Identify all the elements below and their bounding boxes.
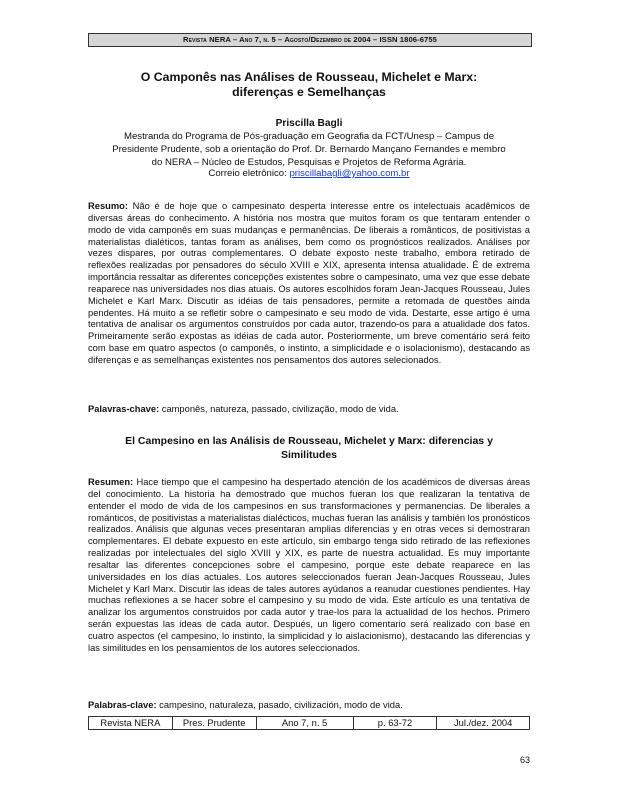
spanish-title <box>88 435 530 462</box>
author-name: Priscilla Bagli <box>275 118 343 129</box>
spanish-title-line-2: Similitudes <box>280 448 337 461</box>
resumen-text: Hace tiempo que el campesino ha despertado atención de los académicos de diversas áreas del conocimiento. La historia ha demostrado que muchos fueran los que realizaran la tentativa de entender el modo de vida de los campesinos en sus transformaciones y permanencias. De liberales a románticos, de positivistas a materialistas dialécticos, muchas fueran las análisis y también los pronósticos realizados. Análisis que algunas veces presentaran amplias diferencias y en otras veces si demostraran complementares. El debate expuesto en este artículo, sin embargo tenga sido retirado de las reflexiones realizadas por intelectuales del siglo XVIII y XIX, es parte de nuestra actualidad. Es muy importante resaltar las diferentes concepciones sobre el campesino, porque este debate reaparece en las universidades en los días actuales. Los autores seleccionados fueran Jean-Jacques Rousseau, Jules Michelet y Karl Marx. Discutir las ideas de tales autores ayúdanos a reanudar cuestiones pendientes. Hay muchas reflexiones a se hacer sobre el campesino y su modo de vida. Este artículo es una tentativa de analizar los argumentos construidos por cada autor y trae-los para la actualidad de los hechos. Primero serán expuestas las ideas de cada autor. Después, un ligero comentario será realizado con base en cuatro aspectos (el campesino, lo instinto, la simplicidad y lo aislacionismo), destacando las diferencias y las similitudes en los pensamientos de los autores seleccionados. <box>88 477 530 653</box>
palabras-clave-text: campesino, naturaleza, pasado, civilización, modo de vida. <box>156 700 403 710</box>
palabras-clave-label: Palabras-clave: <box>88 700 157 710</box>
running-header: Revista NERA – Ano 7, n. 5 – Agosto/Dezembro de 2004 – ISSN 1806-6755 <box>88 33 532 47</box>
article-title-line-2: diferenças e Semelhanças <box>232 85 386 99</box>
citation-place: Pres. Prudente <box>172 717 256 730</box>
page-number: 63 <box>519 755 530 765</box>
palavras-chave-text: camponês, natureza, passado, civilização, modo de vida. <box>159 404 399 414</box>
email-link[interactable]: priscillabagli@yahoo.com.br <box>289 168 410 179</box>
spanish-title-line-1: El Campesino en las Análisis de Rousseau, Michelet y Marx: diferencias y <box>125 435 493 447</box>
citation-date: Jul./dez. 2004 <box>437 717 530 730</box>
article-title <box>100 70 518 100</box>
email-label: Correio eletrônico: <box>208 168 290 179</box>
author-affiliation: Mestranda do Programa de Pós-graduação em Geografia da FCT/Unesp – Campus de Presidente Prudente, sob a orientação do Prof. Dr. Bernardo Mançano Fernandes e membro do NERA – Núcleo de Estudos, Pesquisas e Projetos de Reforma Agrária. <box>112 131 506 168</box>
keywords-spanish <box>88 700 530 712</box>
citation-pages: p. 63-72 <box>353 717 437 730</box>
resumen-label: Resumen: <box>88 477 134 487</box>
citation-row <box>89 717 530 730</box>
citation-volume: Ano 7, n. 5 <box>256 717 353 730</box>
email-line <box>100 167 518 180</box>
resumo-text: Não é de hoje que o campesinato desperta interesse entre os intelectuais acadêmicos de diversas áreas do conhecimento. A história nos mostra que muitos foram os que tentaram entender o modo de vida camponês em suas mudanças e permanências. De liberais a românticos, de positivistas a materialistas dialéticos, tantas foram as análises, bem como os prognósticos realizados. Análises por vezes dispares, por outras complementares. O debate exposto neste trabalho, embora retirado de reflexões realizadas por pensadores do século XVIII e XIX, apresenta intensa atualidade. É de extrema importância ressaltar as diferentes concepções existentes sobre o campesinato, uma vez que esse debate reaparece nas universidades nos dias atuais. Os autores escolhidos foram Jean-Jacques Rousseau, Jules Michelet e Karl Marx. Discutir as idéias de tais pensadores, permite a retomada de questões ainda pendentes. Há muito a se refletir sobre o campesinato e seu modo de vida. Destarte, esse artigo é uma tentativa de analisar os argumentos construídos por cada autor, trazendo-os para a atualidade dos fatos. Primeiramente serão expostas as idéias de cada autor. Posteriormente, um breve comentário será feito com base em quatro aspectos (o camponês, o instinto, a simplicidade e o isolacionismo), destacando as diferenças e as semelhanças existentes nos pensamentos dos autores selecionados. <box>88 201 530 365</box>
citation-table <box>88 716 530 730</box>
article-title-line-1: O Camponês nas Análises de Rousseau, Michelet e Marx: <box>140 70 478 84</box>
abstract-spanish <box>88 477 530 655</box>
abstract-portuguese <box>88 201 530 367</box>
palavras-chave-label: Palavras-chave: <box>88 404 160 414</box>
resumo-label: Resumo: <box>88 201 128 211</box>
citation-journal: Revista NERA <box>89 717 173 730</box>
keywords-portuguese <box>88 404 530 416</box>
